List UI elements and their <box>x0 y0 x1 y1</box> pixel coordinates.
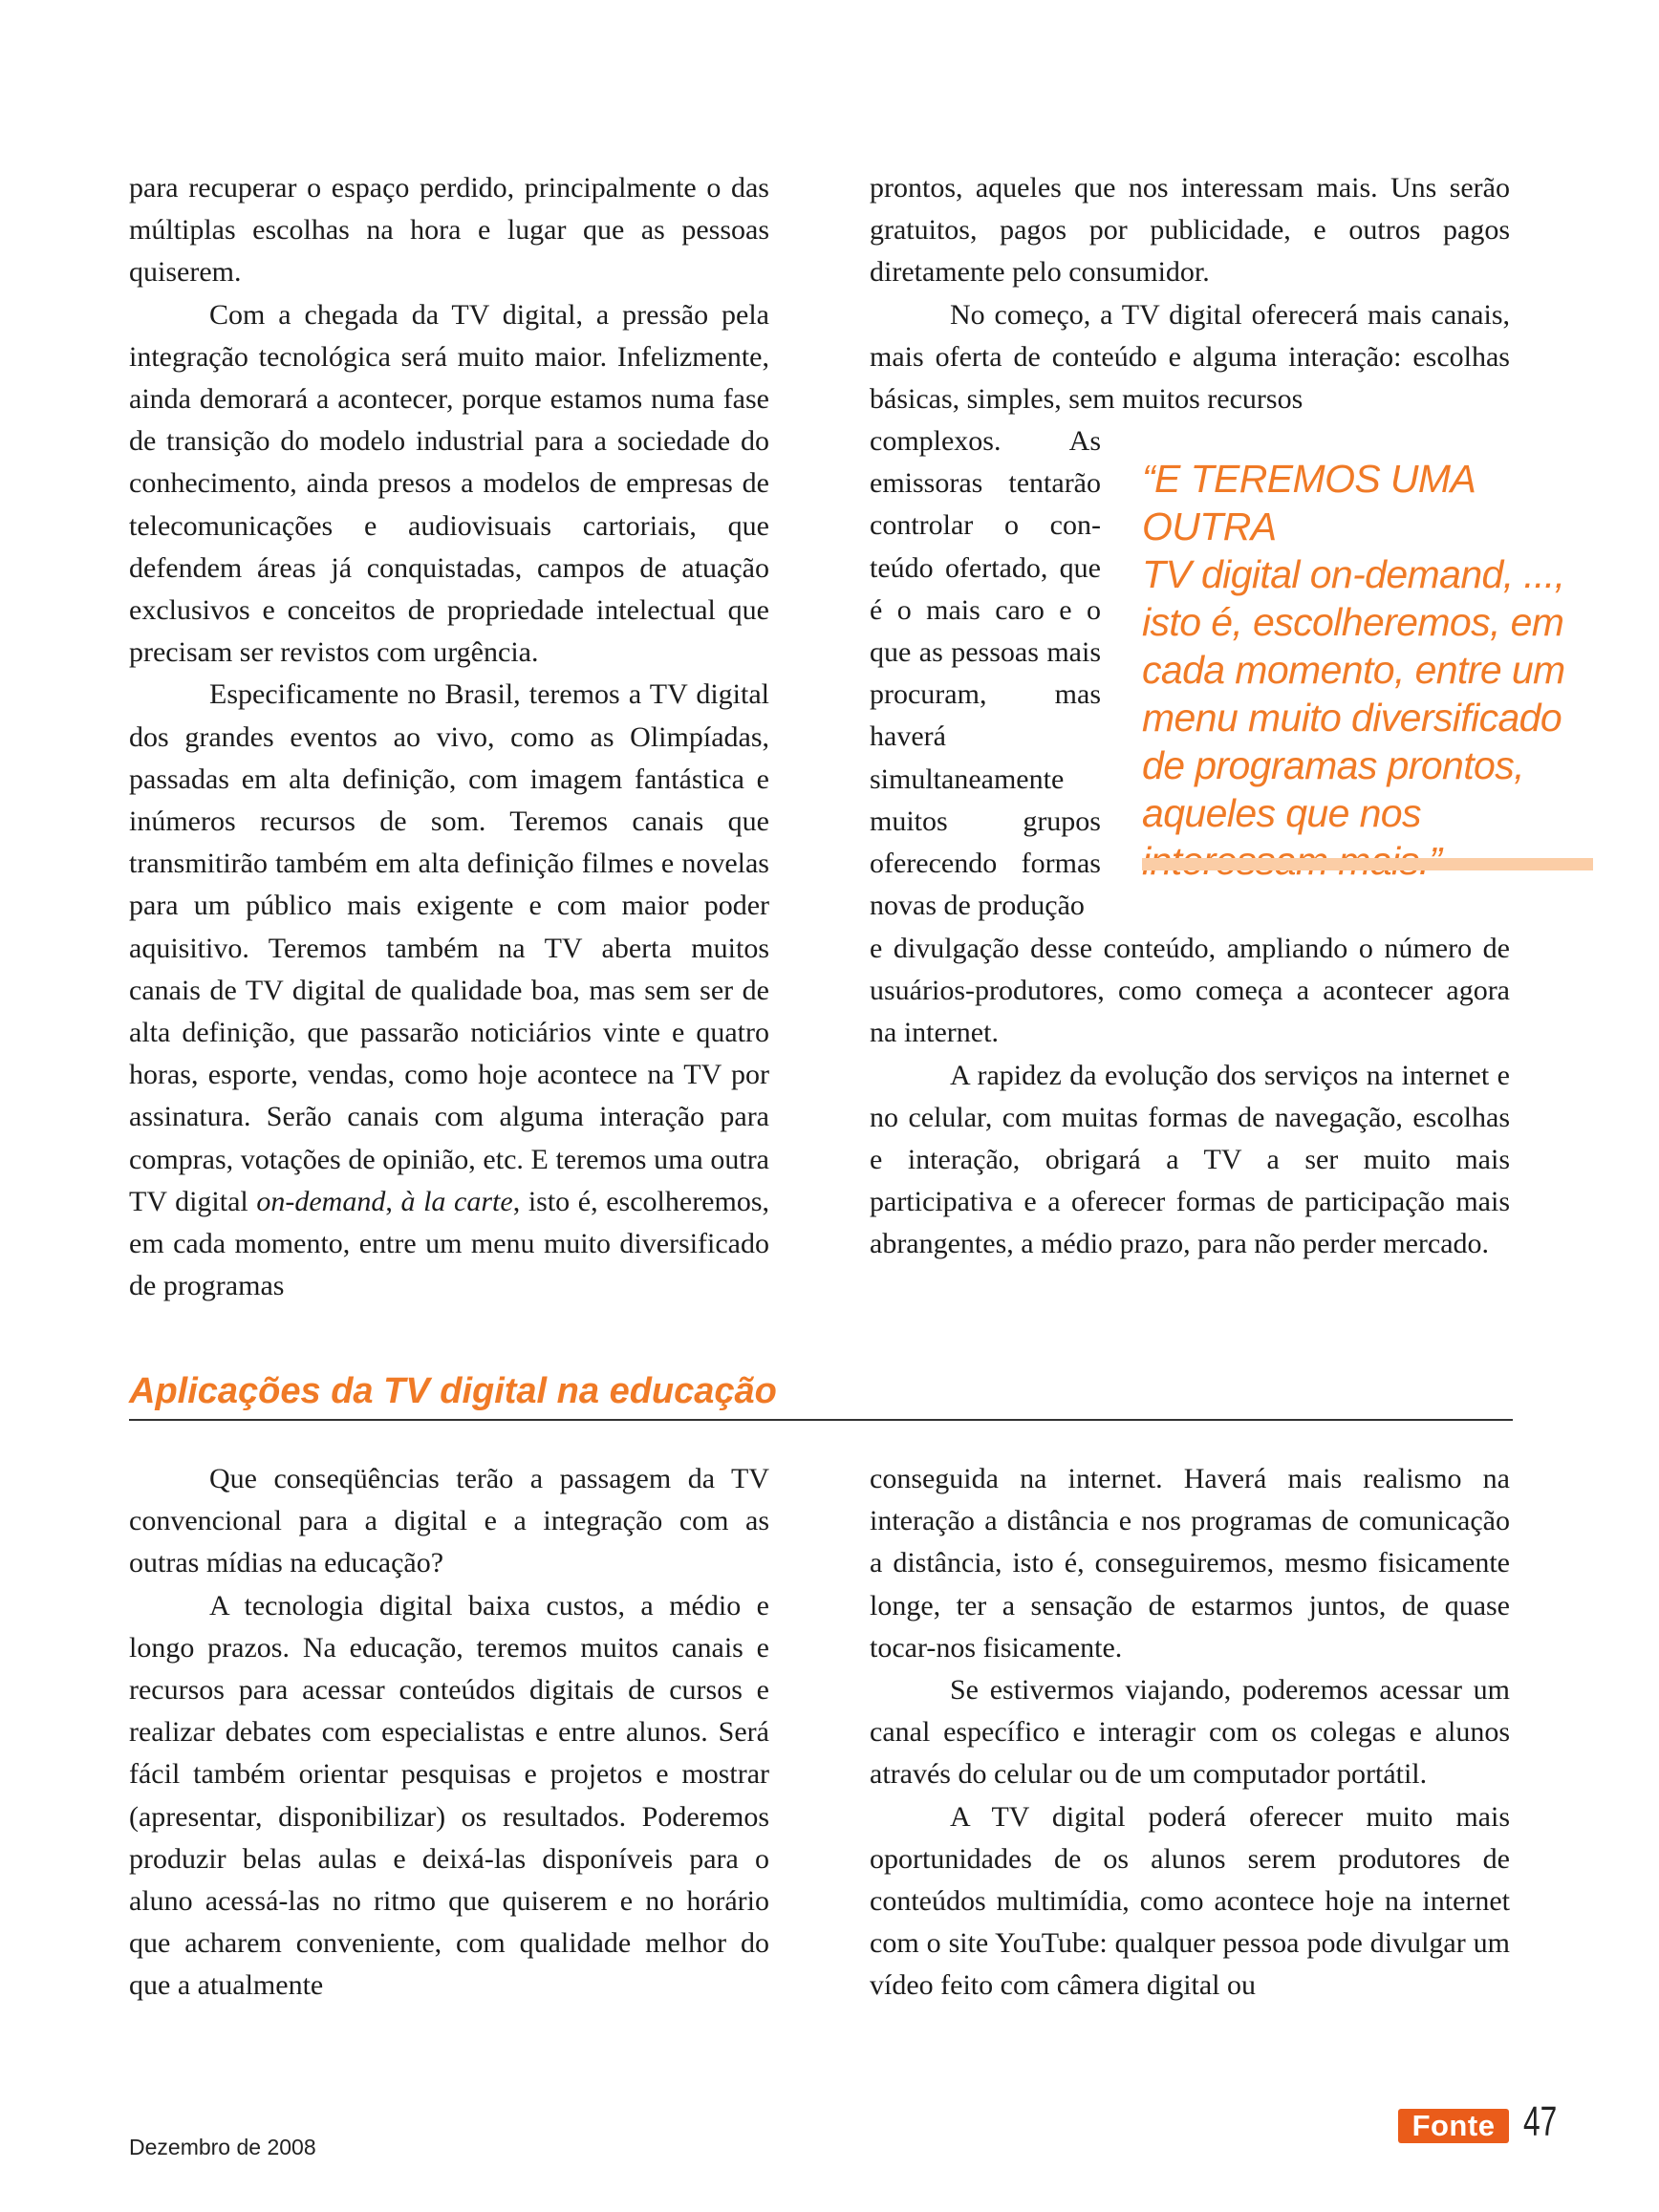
article-column-2 <box>870 167 1510 420</box>
section-heading: Aplicações da TV digital na educação <box>129 1371 777 1411</box>
issue-date: Dezembro de 2008 <box>129 2135 316 2159</box>
paragraph: Com a chegada da TV digital, a pressão pela integração tecnológica será muito maior. Infelizmente, ainda demorará a acontecer, porque estamos numa fase de transição do modelo industrial para a sociedade do conhecimento, ainda presos a modelos de empresas de telecomunicações e audiovisuais cartoriais, que defendem áreas já conquistadas, campos de atuação exclusivos e conceitos de propriedade intelectual que precisam ser revistos com urgência. <box>129 298 769 669</box>
paragraph: complexos. As emissoras tentarão controlar o conteúdo ofertado, que é o mais caro e o que as pessoas mais procuram, mas haverá simultaneamente muitos grupos oferecendo formas novas de produção <box>870 425 1101 922</box>
italic-term: à la carte <box>400 1185 513 1217</box>
pull-quote-line: de programas prontos, <box>1142 743 1524 787</box>
paragraph: No começo, a TV digital oferecerá mais canais, mais oferta de conteúdo e alguma interação: escolhas básicas, simples, sem muitos recursos <box>870 298 1510 416</box>
article-column-3 <box>129 1458 769 2008</box>
paragraph-text: , isto é, escolheremos, em cada momento, entre um menu muito diversificado de programas <box>129 1185 770 1302</box>
italic-term: on-demand <box>256 1185 386 1217</box>
paragraph: A rapidez da evolução dos serviços na internet e no celular, com muitas formas de navegação, escolhas e interação, obrigará a TV a ser muito mais participativa e a oferecer formas de participação mais abrangentes, a médio prazo, para não perder mercado. <box>870 1059 1510 1260</box>
magazine-logo: Fonte <box>1398 2109 1509 2143</box>
pull-quote-line: aqueles que nos <box>1142 791 1421 835</box>
paragraph-text: , <box>385 1185 401 1217</box>
pull-quote-underline <box>1142 858 1593 870</box>
pull-quote-line: isto é, escolheremos, em <box>1142 600 1564 644</box>
paragraph-text: Especificamente no Brasil, teremos a TV digital dos grandes eventos ao vivo, como as Olimpíadas, passadas em alta definição, com imagem fantástica e inúmeros recursos de som. Teremos canais que transmitirão também em alta definição filmes e novelas para um público mais exigente e com maior poder aquisitivo. Teremos também na TV aberta muitos canais de TV digital de qualidade boa, mas sem ser de alta definição, que passarão noticiários vinte e quatro horas, esporte, vendas, como hoje acontece na TV por assinatura. Serão canais com alguma interação para compras, votações de opinião, etc. E teremos uma outra TV digital <box>129 678 769 1217</box>
article-column-4 <box>870 1458 1510 2008</box>
pull-quote-line: “E TEREMOS UMA OUTRA <box>1142 457 1475 548</box>
paragraph: A TV digital poderá oferecer muito mais oportunidades de os alunos serem produtores de conteúdos multimídia, como acontece hoje na internet com o site YouTube: qualquer pessoa pode divulgar um vídeo feito com câmera digital ou <box>870 1800 1510 2002</box>
paragraph <box>129 674 769 1307</box>
pull-quote-line: menu muito diversificado <box>1142 696 1562 740</box>
article-column-2-wrap <box>870 420 1101 927</box>
pull-quote-line: cada momento, entre um <box>1142 648 1565 692</box>
section-divider <box>129 1419 1513 1421</box>
page-number: 47 <box>1523 2098 1558 2145</box>
paragraph: prontos, aqueles que nos interessam mais. Uns serão gratuitos, pagos por publicidade, e outros pagos diretamente pelo consumidor. <box>870 172 1510 289</box>
paragraph: A tecnologia digital baixa custos, a médio e longo prazos. Na educação, teremos muitos canais e recursos para acessar conteúdos digitais de cursos e realizar debates com especialistas e entre alunos. Será fácil também orientar pesquisas e projetos e mostrar (apresentar, disponibilizar) os resultados. Poderemos produzir belas aulas e deixá-las disponíveis para o aluno acessá-las no ritmo que quiserem e no horário que acharem conveniente, com qualidade melhor do que a atualmente <box>129 1589 769 2002</box>
pull-quote <box>1142 455 1593 885</box>
paragraph: para recuperar o espaço perdido, principalmente o das múltiplas escolhas na hora e lugar que as pessoas quiserem. <box>129 172 769 289</box>
pull-quote-line: TV digital on-demand, ..., <box>1142 552 1565 596</box>
article-column-1 <box>129 167 769 1307</box>
paragraph: Que conseqüências terão a passagem da TV convencional para a digital e a integração com as outras mídias na educação? <box>129 1463 769 1579</box>
paragraph: conseguida na internet. Haverá mais realismo na interação a distância e nos programas de comunicação a distância, isto é, conseguiremos, mesmo fisicamente longe, ter a sensação de estarmos juntos, de quase tocar-nos fisicamente. <box>870 1463 1510 1664</box>
paragraph: e divulgação desse conteúdo, ampliando o número de usuários-produtores, como começa a acontecer agora na internet. <box>870 933 1510 1049</box>
article-column-2-continued <box>870 928 1510 1266</box>
paragraph: Se estivermos viajando, poderemos acessar um canal específico e interagir com os colegas e alunos através do celular ou de um computador portátil. <box>870 1674 1510 1791</box>
